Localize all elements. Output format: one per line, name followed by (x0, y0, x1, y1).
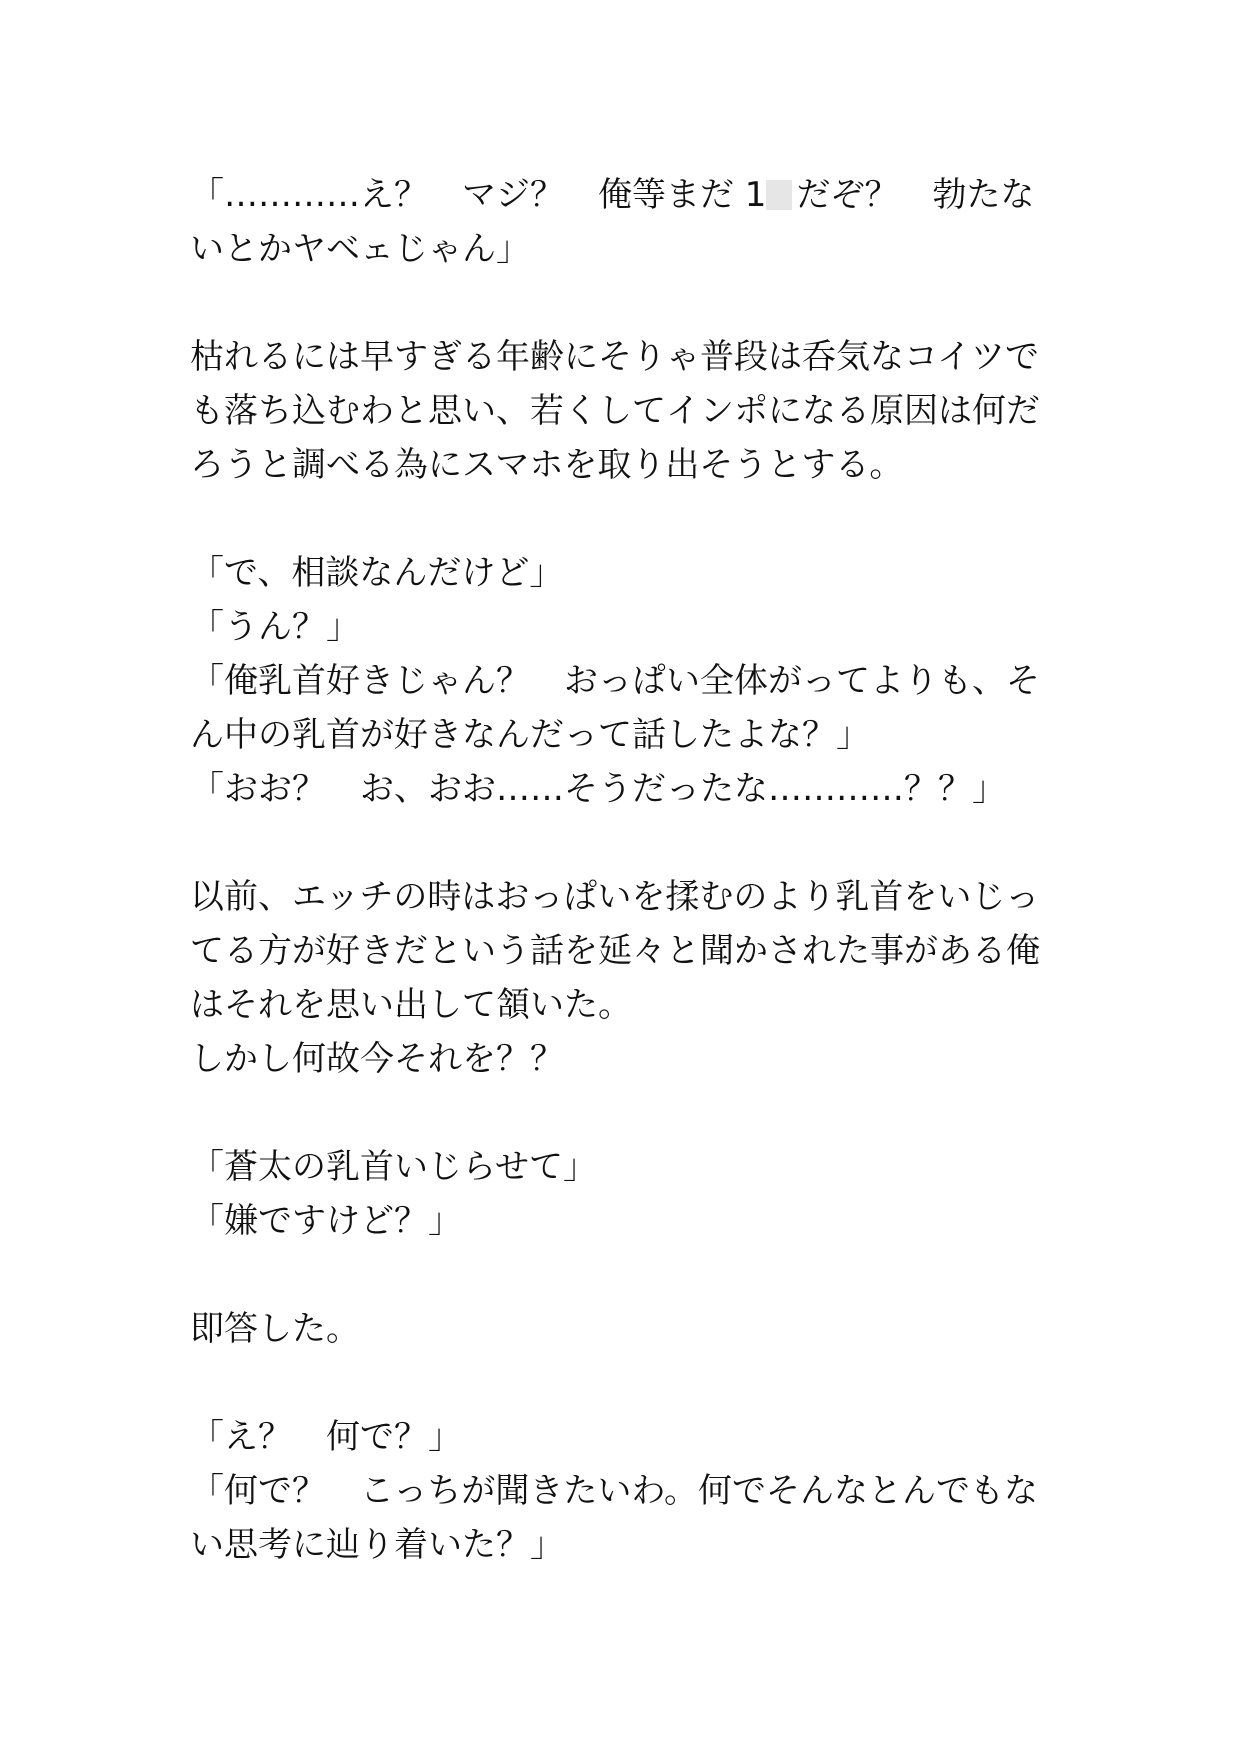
paragraph-gap (190, 492, 1060, 546)
text-span: だぞ？ 勃たな (796, 175, 1035, 215)
body-text (190, 168, 1060, 1572)
text-line: 即答した。 (190, 1309, 360, 1349)
text-line (190, 168, 1060, 222)
paragraph-gap (190, 276, 1060, 330)
paragraph-gap (190, 1248, 1060, 1302)
text-line: 「うん？」 (190, 607, 360, 647)
text-line: しかし何故今それを？？ (190, 1039, 564, 1079)
text-line: い思考に辿り着いた？」 (190, 1525, 564, 1565)
text-line: 「何で？ こっちが聞きたいわ。何でそんなとんでもな (190, 1471, 1038, 1511)
text-line: 「で、相談なんだけど」 (190, 553, 564, 593)
text-span: 「…………え？ マジ？ 俺等まだ 1 (190, 175, 767, 215)
text-line: 「俺乳首好きじゃん？ おっぱい全体がってよりも、そ (190, 661, 1040, 701)
paragraph-gap (190, 816, 1060, 870)
text-line: 「おお？ お、おお……そうだったな…………？？」 (190, 769, 1006, 809)
text-line: 「蒼太の乳首いじらせて」 (190, 1147, 597, 1187)
text-line: 「嫌ですけど？」 (190, 1201, 462, 1241)
text-line: はそれを思い出して頷いた。 (190, 985, 632, 1025)
paragraph-gap (190, 1086, 1060, 1140)
text-line: ん中の乳首が好きなんだって話したよな？」 (190, 715, 870, 755)
text-line: も落ち込むわと思い、若くしてインポになる原因は何だ (190, 391, 1040, 431)
text-line: 「え？ 何で？」 (190, 1417, 462, 1457)
text-line: 以前、エッチの時はおっぱいを揉むのより乳首をいじっ (190, 877, 1040, 917)
paragraph-gap (190, 1356, 1060, 1410)
redaction-mark (766, 180, 792, 210)
text-line: 枯れるには早すぎる年齢にそりゃ普段は呑気なコイツで (190, 337, 1039, 377)
text-line: いとかヤベェじゃん」 (190, 229, 530, 269)
text-line: ろうと調べる為にスマホを取り出そうとする。 (190, 445, 904, 485)
text-line: てる方が好きだという話を延々と聞かされた事がある俺 (190, 931, 1040, 971)
